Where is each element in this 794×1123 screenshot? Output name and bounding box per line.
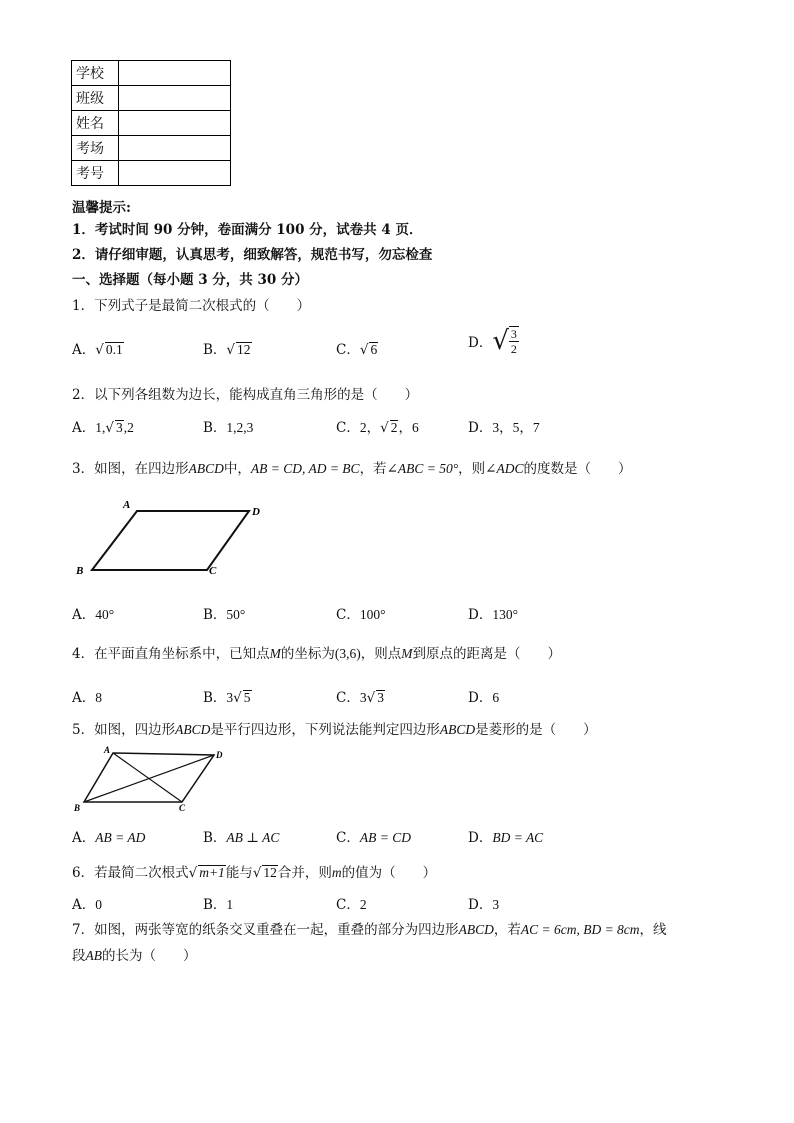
tips-line-2: 2．请仔细审题，认真思考，细致解答，规范书写，勿忘检查 <box>72 247 433 263</box>
q4-option-b: B．3√ 5 <box>203 690 251 706</box>
q2-option-b: B．1,2,3 <box>203 420 254 436</box>
q2-option-c: C．2，√ 2，6 <box>336 420 419 436</box>
q3-option-d: D．130° <box>468 607 518 623</box>
q3-label-c: C <box>209 565 217 577</box>
info-label: 姓名 <box>72 111 119 136</box>
q3-label-d: D <box>252 506 260 518</box>
info-value-field[interactable] <box>119 161 231 186</box>
q3-parallelogram-figure <box>72 494 272 578</box>
q5-option-d: D．BD = AC <box>468 830 544 846</box>
q2-option-a: A．1,√ 3,2 <box>72 420 134 436</box>
section-1-title: 一、选择题（每小题 3 分，共 30 分） <box>72 272 308 288</box>
student-info-table <box>71 60 231 186</box>
q4-option-a: A．8 <box>72 690 102 706</box>
q1-option-d: D．√ $\frac{3}{2}$ <box>468 326 517 356</box>
info-row <box>72 161 231 186</box>
q5-option-a: A．AB = AD <box>72 830 146 846</box>
q3-stem: 3．如图，在四边形ABCD中，AB = CD, AD = BC，若∠ABC = 50°，则∠ADC的度数是（ ） <box>72 461 632 477</box>
info-label: 考号 <box>72 161 119 186</box>
q5-option-b: B．AB ⊥ AC <box>203 830 280 846</box>
q5-label-d: D <box>216 750 223 760</box>
q6-stem: 6．若最简二次根式√ m+1能与√ 12合并，则m的值为（ ） <box>72 865 437 881</box>
q6-option-b: B．1 <box>203 897 234 913</box>
q2-stem: 2．以下列各组数为边长，能构成直角三角形的是（ ） <box>72 387 419 403</box>
q1-option-a: A．√ 0.1 <box>72 342 123 358</box>
q5-label-b: B <box>74 803 81 813</box>
info-label: 考场 <box>72 136 119 161</box>
q1-stem: 1．下列式子是最简二次根式的（ ） <box>72 298 311 314</box>
q3-option-a: A．40° <box>72 607 115 623</box>
info-value-field[interactable] <box>119 136 231 161</box>
q5-parallelogram-figure <box>72 744 232 814</box>
info-row <box>72 111 231 136</box>
q5-option-c: C．AB = CD <box>336 830 411 846</box>
q5-diagonal-bd <box>84 755 214 802</box>
q1-option-b: B．√ 12 <box>203 342 251 358</box>
tips-line-1: 1．考试时间 90 分钟，卷面满分 100 分，试卷共 4 页． <box>72 222 423 238</box>
q7-stem-line-2: 段AB的长为（ ） <box>72 948 197 964</box>
q7-stem-line-1: 7．如图，两张等宽的纸条交叉重叠在一起，重叠的部分为四边形ABCD，若AC = 6cm, BD = 8cm，线 <box>72 922 667 938</box>
q2-option-d: D．3，5，7 <box>468 420 540 436</box>
q6-option-c: C．2 <box>336 897 367 913</box>
tips-title: 温馨提示: <box>72 200 131 216</box>
q3-label-a: A <box>123 499 131 511</box>
q5-label-c: C <box>179 803 186 813</box>
q5-stem: 5．如图，四边形ABCD是平行四边形，下列说法能判定四边形ABCD是菱形的是（ ） <box>72 722 597 738</box>
q5-diagonal-ac <box>113 753 182 802</box>
info-value-field[interactable] <box>119 111 231 136</box>
info-row <box>72 136 231 161</box>
q4-stem: 4．在平面直角坐标系中，已知点M的坐标为(3,6)，则点M到原点的距离是（ ） <box>72 646 561 662</box>
q3-option-b: B．50° <box>203 607 246 623</box>
info-row <box>72 61 231 86</box>
q4-option-d: D．6 <box>468 690 500 706</box>
q3-label-b: B <box>76 565 84 577</box>
q3-parallelogram-shape <box>92 511 249 570</box>
q4-option-c: C．3√ 3 <box>336 690 384 706</box>
q6-option-a: A．0 <box>72 897 102 913</box>
info-value-field[interactable] <box>119 86 231 111</box>
q1-option-c: C．√ 6 <box>336 342 378 358</box>
q3-option-c: C．100° <box>336 607 386 623</box>
info-label: 学校 <box>72 61 119 86</box>
q6-option-d: D．3 <box>468 897 500 913</box>
q5-label-a: A <box>104 745 111 755</box>
info-label: 班级 <box>72 86 119 111</box>
info-row <box>72 86 231 111</box>
info-value-field[interactable] <box>119 61 231 86</box>
